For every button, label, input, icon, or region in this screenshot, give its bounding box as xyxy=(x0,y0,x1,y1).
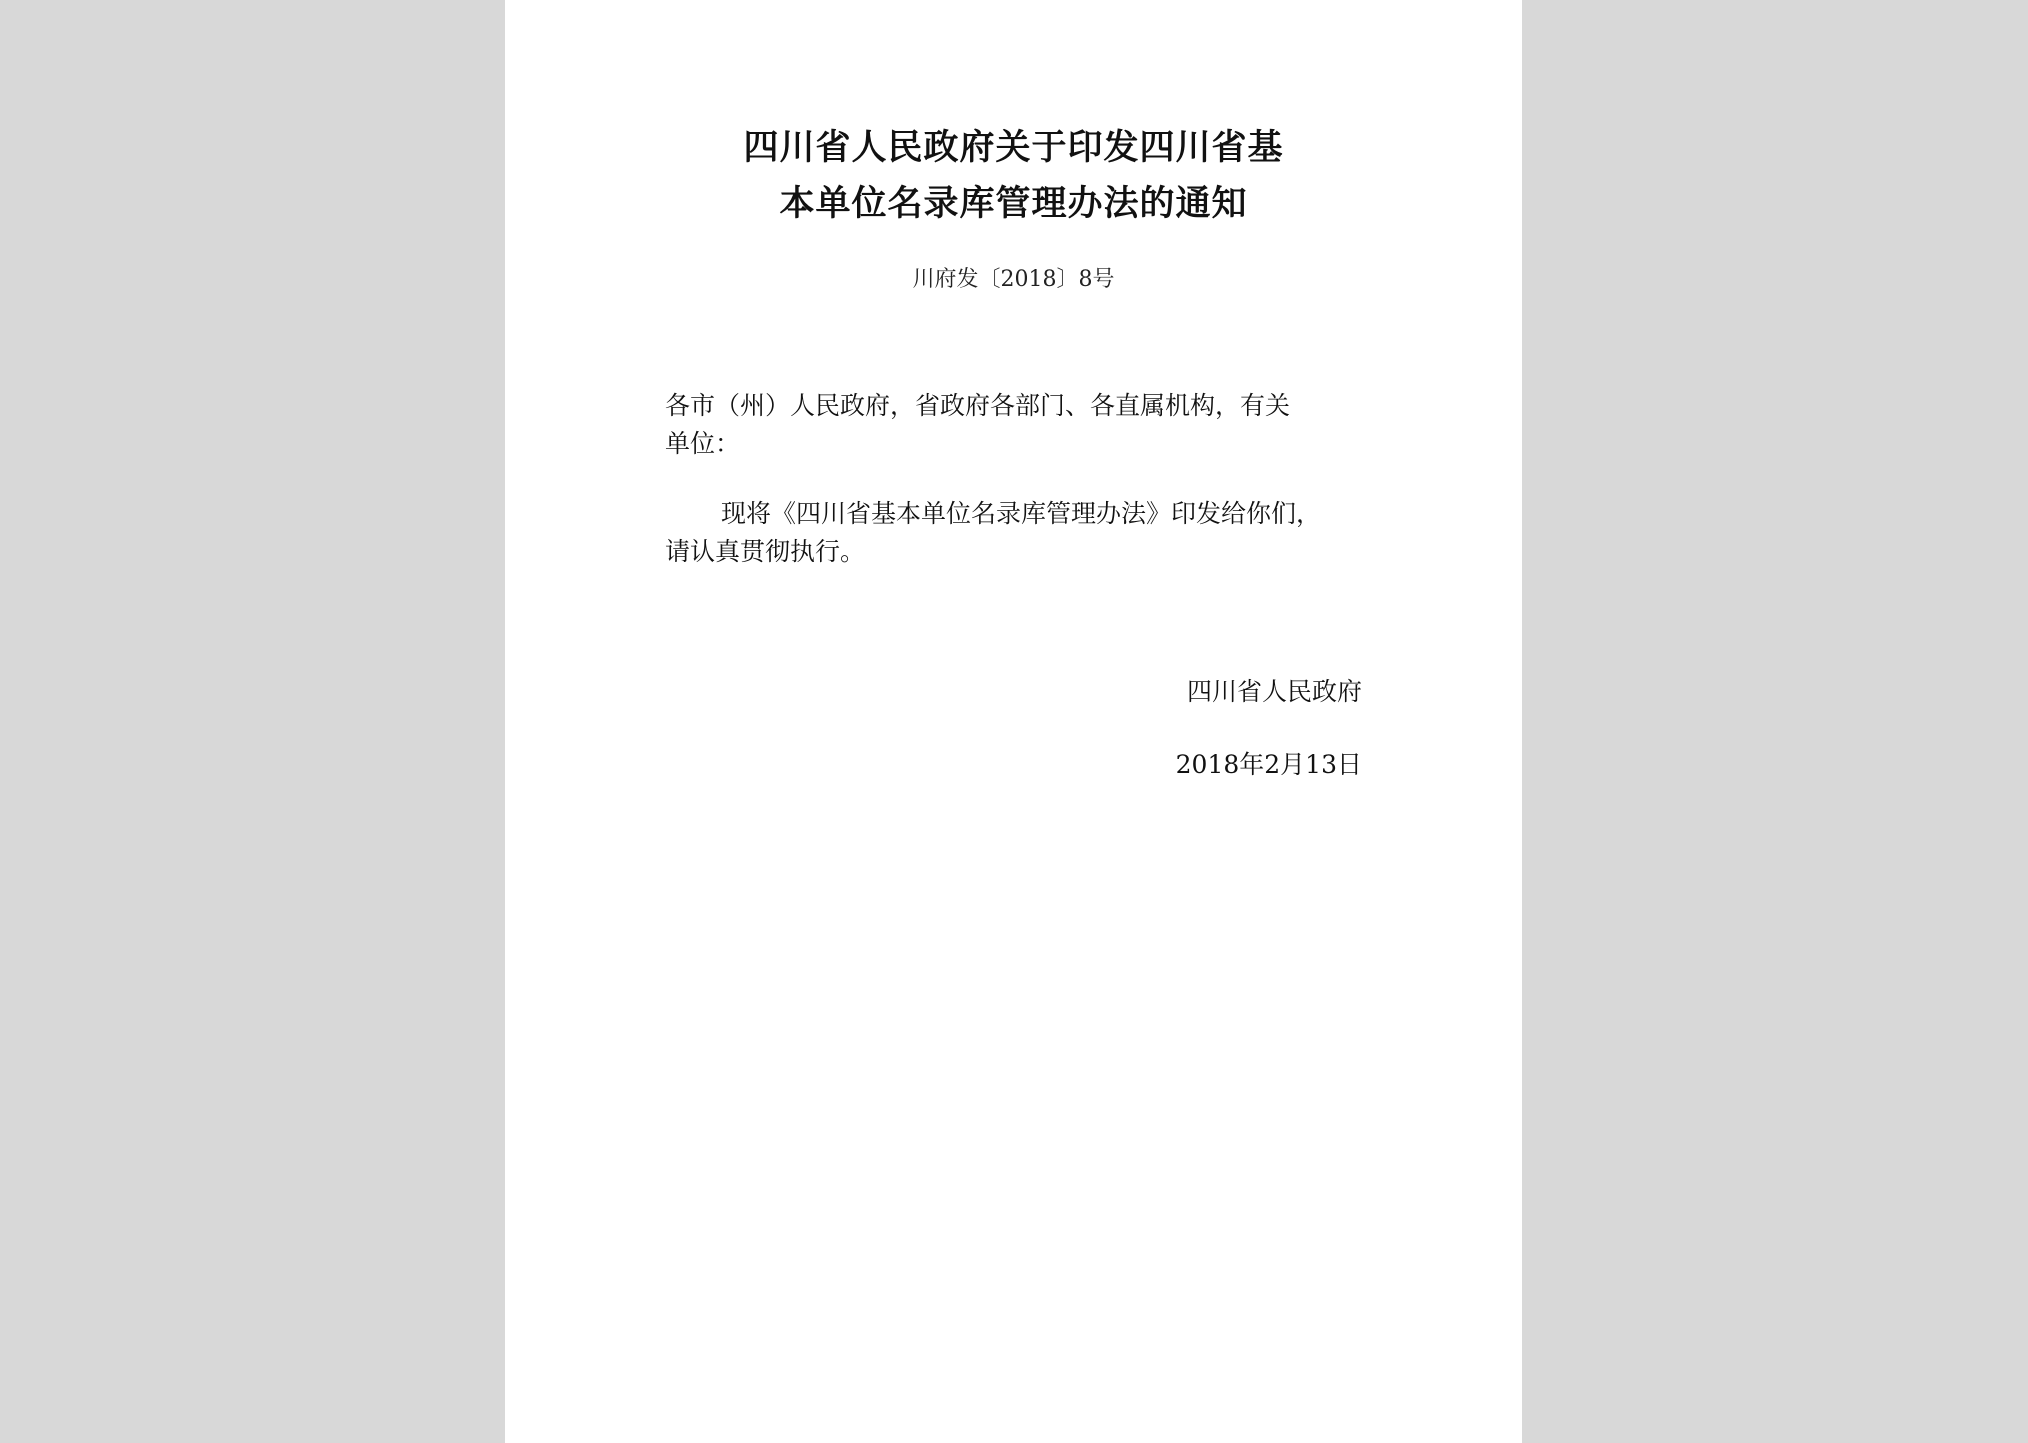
body-line-2: 请认真贯彻执行。 xyxy=(665,537,866,566)
addressee xyxy=(665,387,1365,463)
document-page xyxy=(505,0,1522,1443)
issuer-signature: 四川省人民政府 xyxy=(1186,677,1362,706)
document-number: 川府发〔2018〕8号 xyxy=(912,267,1115,292)
issue-date: 2018年2月13日 xyxy=(1175,750,1362,779)
document-title xyxy=(505,120,1522,232)
title-line-1: 四川省人民政府关于印发四川省基 xyxy=(743,128,1284,168)
body-paragraph xyxy=(665,495,1385,571)
title-line-2: 本单位名录库管理办法的通知 xyxy=(779,184,1248,224)
addressee-line-1: 各市（州）人民政府，省政府各部门、各直属机构，有关 xyxy=(665,391,1291,420)
addressee-line-2: 单位： xyxy=(665,429,741,458)
body-line-1: 现将《四川省基本单位名录库管理办法》印发给你们， xyxy=(721,499,1322,528)
